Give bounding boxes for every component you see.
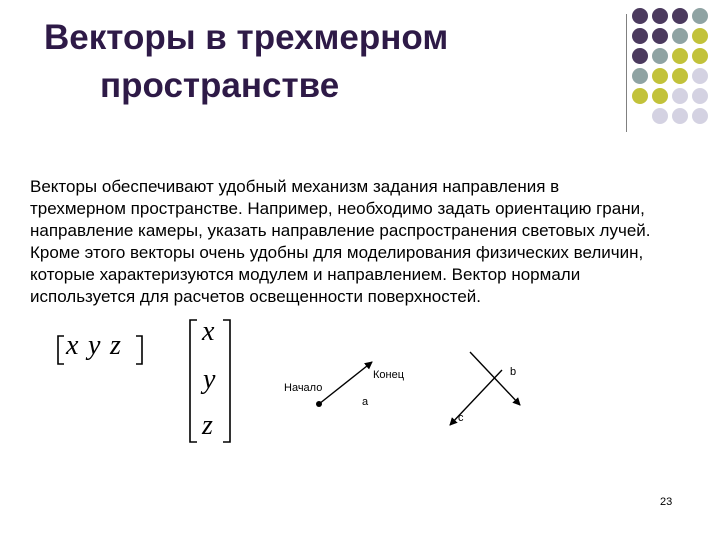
start-label: Начало xyxy=(284,382,323,394)
body-line: используется для расчетов освещенности поверхностей. xyxy=(30,287,481,306)
left-bracket xyxy=(58,336,64,364)
column-vector-z: z xyxy=(202,410,213,441)
vector-b-arrow xyxy=(470,352,520,405)
body-line: Векторы обеспечивают удобный механизм задания направления в xyxy=(30,177,560,196)
row-vector-y: y xyxy=(88,330,101,361)
column-vector-y: y xyxy=(203,364,216,395)
left-bracket xyxy=(190,320,197,442)
body-line: трехмерном пространстве. Например, необходимо задать ориентацию грани, xyxy=(30,199,645,218)
slide-title-line-2: пространстве xyxy=(100,66,340,105)
vector-b-label: b xyxy=(510,366,517,378)
row-vector-z: z xyxy=(110,330,121,361)
start-point xyxy=(316,401,322,407)
end-label: Конец xyxy=(373,369,405,381)
page-number: 23 xyxy=(660,496,673,508)
slide-title-line-1: Векторы в трехмерном xyxy=(44,18,449,57)
column-vector-x: x xyxy=(202,316,215,347)
body-line: которые характеризуются модулем и направлением. Вектор нормали xyxy=(30,265,581,284)
right-bracket xyxy=(223,320,230,442)
row-vector-x: x xyxy=(66,330,79,361)
vector-a-label: a xyxy=(362,396,369,408)
body-line: направление камеры, указать направление распространения световых лучей. xyxy=(30,221,651,240)
body-line: Кроме этого векторы очень удобны для моделирования физических величин, xyxy=(30,243,644,262)
vector-c-label: c xyxy=(458,412,464,424)
right-bracket xyxy=(136,336,142,364)
